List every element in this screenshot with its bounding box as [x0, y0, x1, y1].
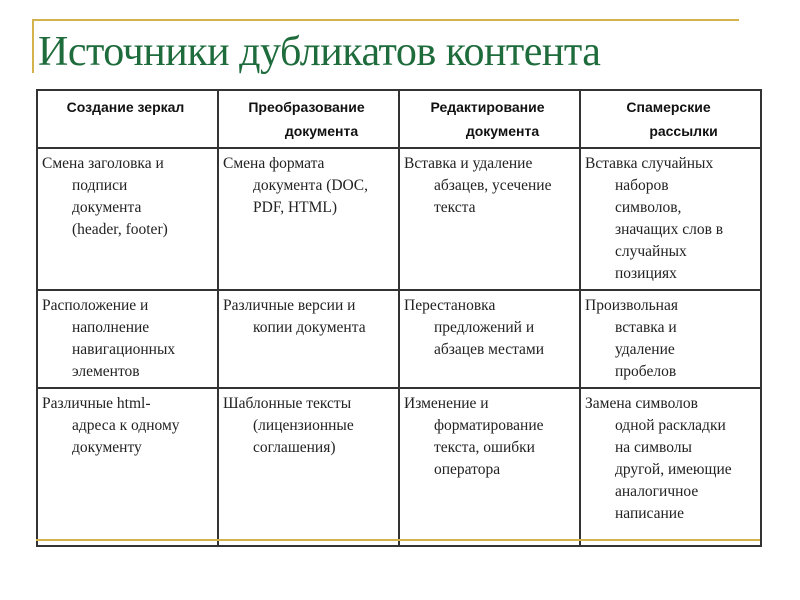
- table-row: [37, 388, 761, 546]
- table-cell: Смена заголовка и подписи документа (header, footer): [37, 148, 218, 290]
- table-cell: Расположение и наполнение навигационных элементов: [37, 290, 218, 388]
- bottom-accent-line: [36, 539, 760, 541]
- header-spam: Спамерские рассылки: [580, 90, 761, 148]
- top-accent-line: [33, 19, 739, 21]
- header-conversion: Преобразование документа: [218, 90, 399, 148]
- table-cell: Замена символов одной раскладки на символы другой, имеющие аналогичное написание: [580, 388, 761, 546]
- table-cell: Изменение и форматирование текста, ошибки оператора: [399, 388, 580, 546]
- table-header-row: [37, 90, 761, 148]
- table-cell: Вставка случайных наборов символов, значащих слов в случайных позициях: [580, 148, 761, 290]
- header-mirrors: Создание зеркал: [37, 90, 218, 148]
- table-cell: Различные html- адреса к одному документу: [37, 388, 218, 546]
- slide-title: Источники дубликатов контента: [38, 29, 601, 75]
- table-cell: Смена формата документа (DOC, PDF, HTML): [218, 148, 399, 290]
- left-accent-line: [32, 19, 34, 73]
- header-editing: Редактирование документа: [399, 90, 580, 148]
- table-cell: Различные версии и копии документа: [218, 290, 399, 388]
- duplicate-sources-table: [36, 89, 762, 547]
- table-cell: Перестановка предложений и абзацев местами: [399, 290, 580, 388]
- table-cell: Произвольная вставка и удаление пробелов: [580, 290, 761, 388]
- table-row: [37, 290, 761, 388]
- table-cell: Вставка и удаление абзацев, усечение текста: [399, 148, 580, 290]
- table-row: [37, 148, 761, 290]
- table-cell: Шаблонные тексты (лицензионные соглашения): [218, 388, 399, 546]
